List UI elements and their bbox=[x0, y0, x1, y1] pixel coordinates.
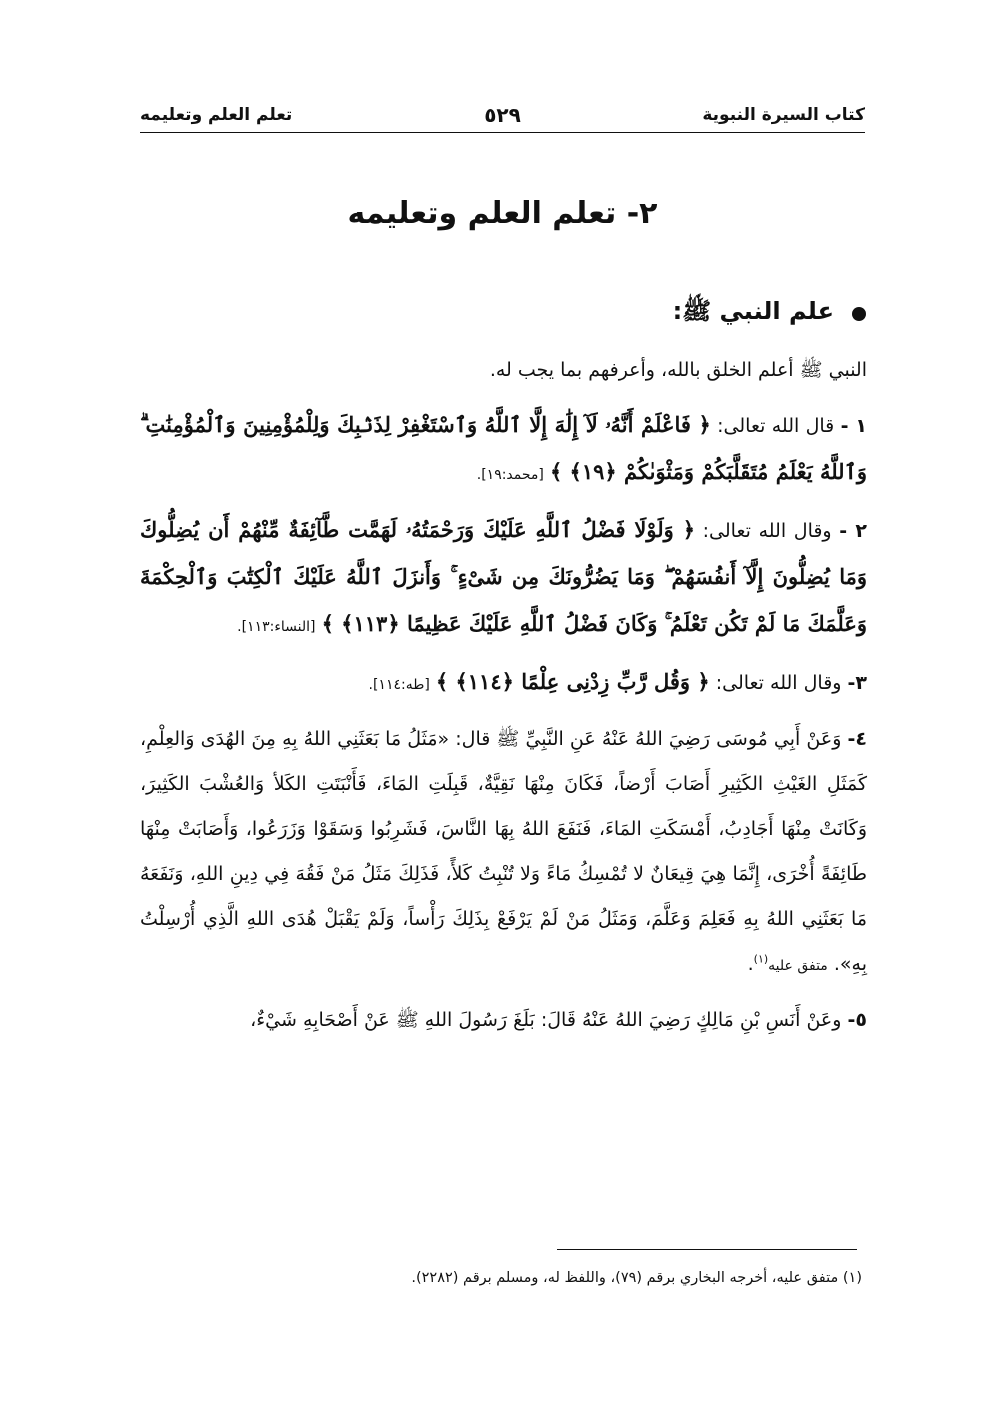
verse-lead: وقال الله تعالى: bbox=[702, 520, 832, 542]
quran-quote: ﴿ فَاعْلَمْ أَنَّهُۥ لَآ إِلَٰهَ إِلَّا ٱللَّهُ وَٱسْتَغْفِرْ لِذَنۢبِكَ وَلِلْمُؤْمِنِينَ وَٱلْمُؤْمِنَٰتِ ۗ وَٱللَّهُ يَعْلَمُ مُتَقَلَّبَكُمْ وَمَثْوَىٰكُمْ ﴿١٩﴾ ﴾ bbox=[140, 412, 867, 484]
intro-paragraph: النبي ﷺ أعلم الخلق بالله، وأعرفهم بما يجب له. bbox=[489, 359, 867, 381]
item-number: ١ - bbox=[840, 415, 867, 437]
item-number: ٥- bbox=[847, 1009, 867, 1031]
item-number: ٤- bbox=[847, 728, 868, 750]
header-chapter-title: تعلم العلم وتعليمه bbox=[140, 105, 293, 125]
hadith-text: وَعَنْ أَبِي مُوسَى رَضِيَ اللهُ عَنْهُ عَنِ النَّبِيِّ ﷺ قال: «مَثَلُ مَا بَعَثَنِي اللهُ بِهِ مِنَ الهُدَى وَالعِلْمِ، كَمَثَلِ الغَيْثِ الكَثِيرِ أَصَابَ أَرْضاً، فَكَانَ مِنْهَا نَقِيَّةٌ، قَبِلَتِ المَاءَ، فَأَنْبَتَتِ الكَلأ وَالعُشْبَ الكَثِيرَ، وَكَانَتْ مِنْهَا أَجَادِبُ، أَمْسَكَتِ المَاءَ، فَنَفَعَ اللهُ بِهَا النَّاسَ، فَشَرِبُوا وَسَقَوْا وَزَرَعُوا، وَأَصَابَتْ مِنْهَا طَائِفَةً أُخْرَى، إِنَّمَا هِيَ قِيعَانٌ لا تُمْسِكُ مَاءً وَلا تُنْبِتُ كَلأً، فَذَلِكَ مَثَلُ مَنْ فَقُهَ فِي دِينِ اللهِ، وَنَفَعَهُ مَا بَعَثَنِي اللهُ بِهِ فَعَلِمَ وَعَلَّمَ، وَمَثَلُ مَنْ لَمْ يَرْفَعْ بِذَلِكَ رَأْساً، وَلَمْ يَقْبَلْ هُدَى اللهِ الَّذِي أُرْسِلْتُ بِهِ». bbox=[140, 728, 867, 975]
quran-quote: ﴿ وَقُل رَّبِّ زِدْنِى عِلْمًا ﴿١١٤﴾ ﴾ bbox=[435, 669, 710, 694]
hadith-source: متفق عليه bbox=[768, 958, 828, 974]
hadith-item-4: ٤- وَعَنْ أَبِي مُوسَى رَضِيَ اللهُ عَنْهُ عَنِ النَّبِيِّ ﷺ قال: «مَثَلُ مَا بَعَثَنِي اللهُ بِهِ مِنَ الهُدَى وَالعِلْمِ، كَمَثَلِ الغَيْثِ الكَثِيرِ أَصَابَ أَرْضاً، فَكَانَ مِنْهَا نَقِيَّةٌ، قَبِلَتِ المَاءَ، فَأَنْبَتَتِ الكَلأ وَالعُشْبَ الكَثِيرَ، وَكَانَتْ مِنْهَا أَجَادِبُ، أَمْسَكَتِ المَاءَ، فَنَفَعَ اللهُ بِهَا النَّاسَ، فَشَرِبُوا وَسَقَوْا وَزَرَعُوا، وَأَصَابَتْ مِنْهَا طَائِفَةً أُخْرَى، إِنَّمَا هِيَ قِيعَانٌ لا تُمْسِكُ مَاءً وَلا تُنْبِتُ كَلأً، فَذَلِكَ مَثَلُ مَنْ فَقُهَ فِي دِينِ اللهِ، وَنَفَعَهُ مَا بَعَثَنِي اللهُ بِهِ فَعَلِمَ وَعَلَّمَ، وَمَثَلُ مَنْ لَمْ يَرْفَعْ بِذَلِكَ رَأْساً، وَلَمْ يَقْبَلْ هُدَى اللهِ الَّذِي أُرْسِلْتُ بِهِ». متفق عليه$^{(١)}$. bbox=[140, 728, 868, 975]
section-heading-text: علم النبي ﷺ: bbox=[672, 297, 834, 325]
page-number: ٥٢٩ bbox=[484, 103, 521, 127]
hadith-text: وعَنْ أَنَسِ بْنِ مَالِكٍ رَضِيَ اللهُ عَنْهُ قَالَ: بَلَغَ رَسُولَ اللهِ ﷺ عَنْ أَصْحَابِهِ شَيْءٌ، bbox=[250, 1009, 842, 1031]
header-book-title: كتاب السيرة النبوية bbox=[702, 105, 865, 125]
footnote-rule bbox=[557, 1249, 857, 1250]
item-number: ٢ - bbox=[839, 520, 867, 542]
verse-lead: وقال الله تعالى: bbox=[715, 672, 842, 694]
quran-quote: ﴿ وَلَوْلَا فَضْلُ ٱللَّهِ عَلَيْكَ وَرَحْمَتُهُۥ لَهَمَّت طَّآئِفَةٌ مِّنْهُمْ أَن يُضِلُّوكَ وَمَا يُضِلُّونَ إِلَّآ أَنفُسَهُمْ ۖ وَمَا يَضُرُّونَكَ مِن شَىْءٍ ۚ وَأَنزَلَ ٱللَّهُ عَلَيْكَ ٱلْكِتَٰبَ وَٱلْحِكْمَةَ وَعَلَّمَكَ مَا لَمْ تَكُن تَعْلَمُ ۚ وَكَانَ فَضْلُ ٱللَّهِ عَلَيْكَ عَظِيمًا ﴿١١٣﴾ ﴾ bbox=[140, 517, 867, 636]
bullet-icon bbox=[852, 307, 866, 321]
item-number: ٣- bbox=[847, 672, 867, 694]
verse-reference: [محمد:١٩]. bbox=[476, 467, 544, 483]
verse-item-3 bbox=[140, 659, 867, 708]
hadith-item-5 bbox=[140, 998, 867, 1043]
footnote: (١) متفق عليه، أخرجه البخاري برقم (٧٩)، واللفظ له، ومسلم برقم (٢٢٨٢). bbox=[411, 1270, 862, 1286]
verse-item-1 bbox=[140, 402, 867, 498]
running-header bbox=[140, 98, 865, 132]
header-rule bbox=[140, 132, 865, 133]
footnote-marker[interactable]: (١) bbox=[753, 952, 769, 966]
verse-item-2 bbox=[140, 507, 867, 650]
section-heading bbox=[673, 296, 866, 331]
verse-reference: [النساء:١١٣]. bbox=[237, 619, 316, 635]
chapter-title: ٢- تعلم العلم وتعليمه bbox=[347, 196, 658, 231]
verse-reference: [طه:١١٤]. bbox=[368, 677, 430, 693]
body-content bbox=[140, 348, 867, 1052]
verse-lead: قال الله تعالى: bbox=[717, 415, 835, 437]
